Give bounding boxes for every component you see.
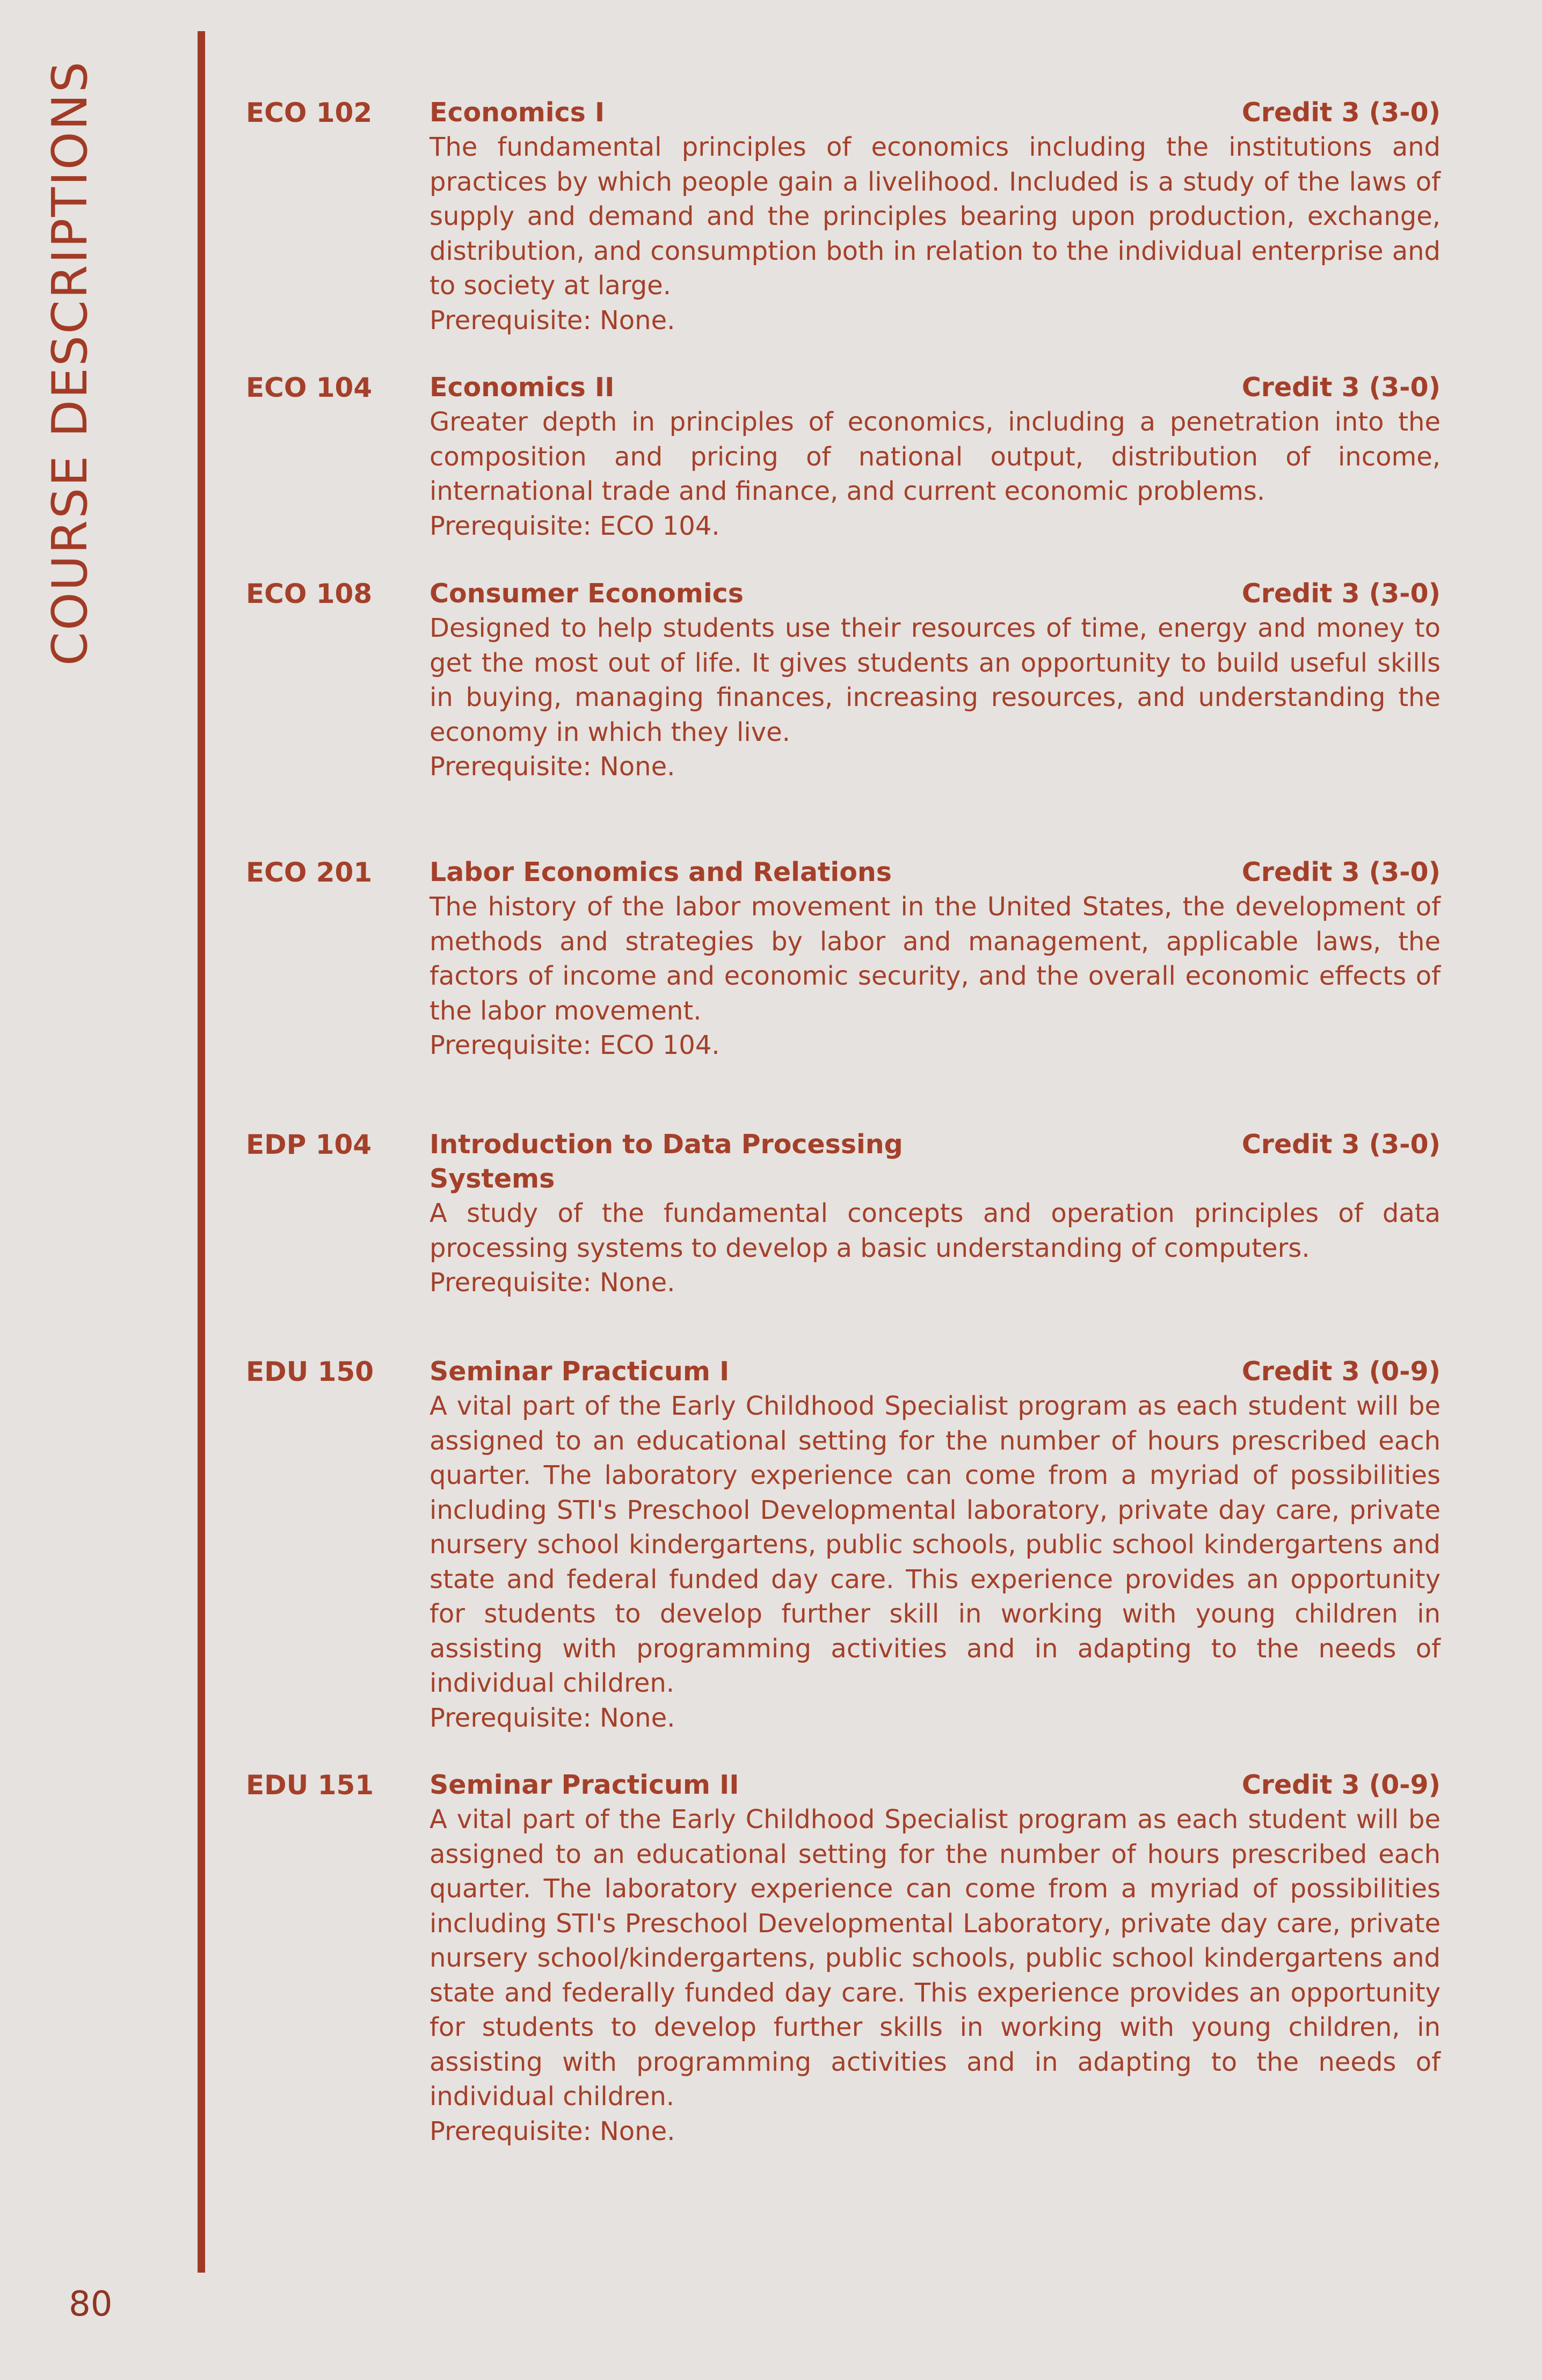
- course-description: Designed to help students use their resources of time, energy and money to get the most out of life. It gives students an opportunity to build useful skills in buying, managing finances, increasing resources, and understanding the economy in which they live.: [430, 613, 1441, 747]
- course-description: A vital part of the Early Childhood Specialist program as each student will be assigned to an educational setting for the number of hours prescribed each quarter. The laboratory experience can come from a myriad of possibilities including STI's Preschool Developmental laboratory, private day care, private nursery school kindergartens, public schools, public school kindergartens and state and federal funded day care. This experience provides an opportunity for students to develop further skill in working with young children in assisting with programming activities and in adapting to the needs of individual children.: [430, 1391, 1441, 1698]
- course-title: Introduction to Data Processing Systems: [430, 1129, 903, 1194]
- course-code: EDP 104: [246, 1129, 372, 1160]
- course-description: A study of the fundamental concepts and operation principles of data processing systems to develop a basic understanding of computers.: [430, 1198, 1441, 1263]
- course-description: The fundamental principles of economics including the institutions and practices by which people gain a livelihood. Included is a study of the laws of supply and demand and the principles bearing upon production, exchange, distribution, and consumption both in relation to the individual enterprise and to society at large.: [430, 132, 1441, 301]
- course-code: ECO 102: [246, 97, 373, 128]
- course-prerequisite: Prerequisite: None.: [430, 752, 675, 782]
- page-number: 80: [69, 2284, 113, 2324]
- course-credit: Credit 3 (3-0): [1241, 372, 1441, 403]
- course-title: Consumer Economics: [430, 578, 744, 609]
- course-credit: Credit 3 (3-0): [1241, 857, 1441, 887]
- course-prerequisite: Prerequisite: None.: [430, 2116, 675, 2146]
- course-description: Greater depth in principles of economics, including a penetration into the composition and pricing of national output, distribution of income, international trade and finance, and current economic problems.: [430, 407, 1441, 506]
- course-code: ECO 108: [246, 578, 373, 609]
- course-prerequisite: Prerequisite: None.: [430, 1268, 675, 1298]
- course-credit: Credit 3 (3-0): [1241, 1129, 1441, 1160]
- course-code: EDU 151: [246, 1770, 374, 1801]
- course-title: Economics I: [430, 97, 605, 128]
- course-description: A vital part of the Early Childhood Specialist program as each student will be assigned to an educational setting for the number of hours prescribed each quarter. The laboratory experience can come from a myriad of possibilities including STI's Preschool Developmental Laboratory, private day care, private nursery school/kindergartens, public schools, public school kindergartens and state and federally funded day care. This experience provides an opportunity for students to develop further skills in working with young children, in assisting with programming activities and in adapting to the needs of individual children.: [430, 1804, 1441, 2112]
- course-credit: Credit 3 (0-9): [1241, 1356, 1441, 1387]
- course-prerequisite: Prerequisite: None.: [430, 1702, 675, 1733]
- course-credit: Credit 3 (3-0): [1241, 578, 1441, 609]
- course-code: ECO 104: [246, 372, 373, 403]
- course-prerequisite: Prerequisite: ECO 104.: [430, 1030, 720, 1060]
- course-title: Labor Economics and Relations: [430, 857, 892, 887]
- section-title: COURSE DESCRIPTIONS: [42, 60, 98, 666]
- course-title: Seminar Practicum I: [430, 1356, 730, 1387]
- course-code: ECO 201: [246, 857, 373, 888]
- course-title: Seminar Practicum II: [430, 1770, 739, 1800]
- course-credit: Credit 3 (0-9): [1241, 1770, 1441, 1800]
- course-description: The history of the labor movement in the United States, the development of methods and strategies by labor and management, applicable laws, the factors of income and economic security, and the overall economic effects of the labor movement.: [430, 892, 1441, 1026]
- course-code: EDU 150: [246, 1356, 374, 1387]
- course-prerequisite: Prerequisite: None.: [430, 305, 675, 336]
- course-credit: Credit 3 (3-0): [1241, 97, 1441, 128]
- vertical-rule: [198, 31, 205, 2273]
- course-title: Economics II: [430, 372, 615, 403]
- course-prerequisite: Prerequisite: ECO 104.: [430, 511, 720, 541]
